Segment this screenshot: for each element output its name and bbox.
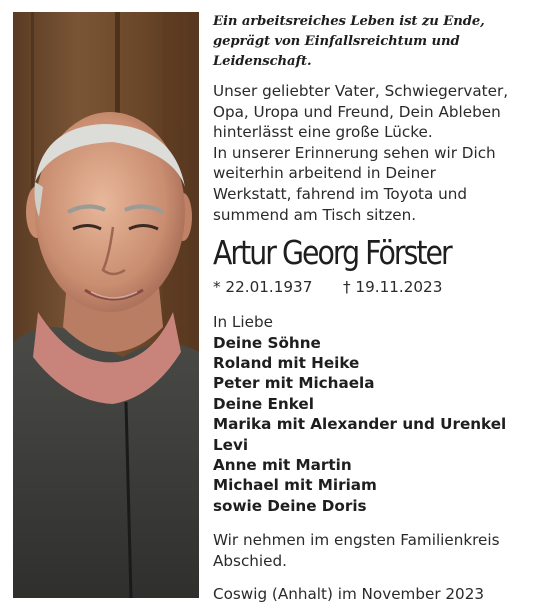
family-member: Anne mit Martin: [213, 456, 352, 474]
poem-line: hinterlässt eine große Lücke.: [213, 123, 433, 142]
poem-line: summend am Tisch sitzen.: [213, 205, 417, 224]
family-member: Roland mit Heike: [213, 353, 360, 372]
poem: [213, 81, 543, 225]
family-member: Michael mit Miriam: [213, 476, 377, 495]
poem-line: In unserer Erinnerung sehen wir Dich: [213, 143, 496, 162]
closing-note: [213, 530, 543, 571]
family-member: Deine Enkel: [213, 394, 314, 413]
family-list: [213, 312, 543, 516]
poem-line: Opa, Uropa und Freund, Dein Ableben: [213, 102, 501, 121]
death-date: † 19.11.2023: [343, 278, 443, 297]
birth-date: * 22.01.1937: [213, 278, 313, 297]
closing-line: Wir nehmen im engsten Familienkreis: [213, 531, 500, 550]
poem-line: Werkstatt, fahrend im Toyota und: [213, 184, 467, 203]
family-intro: In Liebe: [213, 313, 273, 332]
family-member: sowie Deine Doris: [213, 496, 367, 515]
obituary-text: [213, 12, 543, 604]
deceased-name: Artur Georg Förster: [213, 233, 451, 273]
closing-line: Abschied.: [213, 551, 287, 570]
portrait-photo: [13, 12, 199, 598]
poem-line: weiterhin arbeitend in Deiner: [213, 164, 436, 183]
family-member: Deine Söhne: [213, 333, 321, 352]
motto-line: Ein arbeitsreiches Leben ist zu Ende,: [213, 14, 485, 29]
motto-line: geprägt von Einfallsreichtum und Leidenschaft.: [213, 34, 460, 69]
poem-line: Unser geliebter Vater, Schwiegervater,: [213, 82, 509, 100]
place-and-date: Coswig (Anhalt) im November 2023: [213, 585, 485, 604]
family-member: Levi: [213, 435, 249, 454]
family-member: Marika mit Alexander und Urenkel: [213, 415, 507, 434]
motto: [213, 12, 543, 72]
family-member: Peter mit Michaela: [213, 374, 375, 393]
life-dates: [213, 276, 543, 298]
